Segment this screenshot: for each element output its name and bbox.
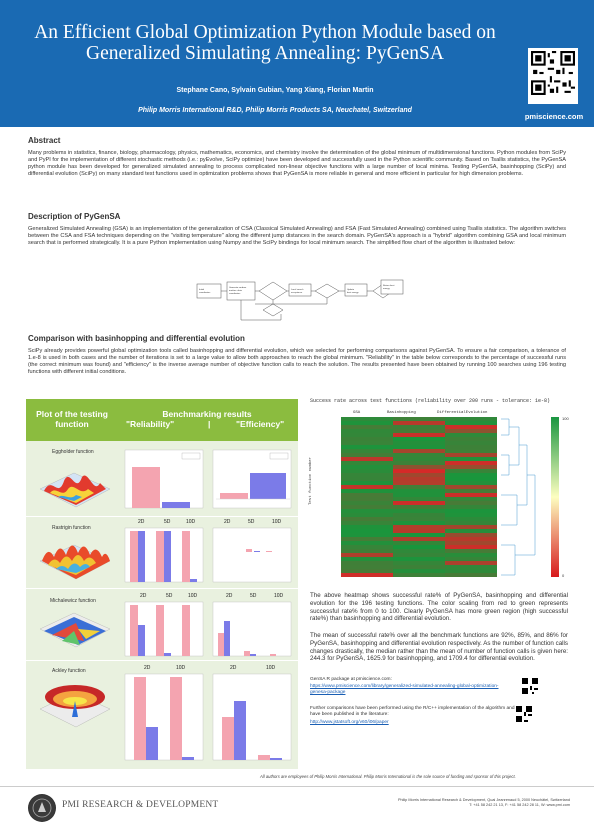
pmi-logo-icon — [28, 794, 56, 822]
heatmap-cell — [393, 433, 445, 437]
svg-text:Return best: Return best — [383, 285, 395, 287]
heatmap-cell — [393, 421, 445, 425]
heatmap-cell — [341, 529, 393, 533]
heatmap-cell — [393, 505, 445, 509]
heatmap-cell — [393, 533, 445, 537]
heatmap-cell — [393, 509, 445, 513]
heatmap-cells — [341, 417, 497, 577]
heatmap-color-scale — [551, 417, 559, 577]
heatmap-cell — [445, 553, 497, 557]
heatmap-cell — [341, 421, 393, 425]
mean-success-description: The mean of successful rate% over all the benchmark functions are 92%, 85%, and 86% for PyGenSA, basinhopping and differential evolution respectively. As the number of function calls changes drastically, the median rather than the mean of number of function calls is given here: 244.3 for PyGenSA, 1625.9 for basinhopping, and 1709.4 for differential evolution. — [310, 632, 568, 663]
rastrigin-surface-plot — [34, 529, 116, 587]
heatmap-cell — [445, 569, 497, 573]
heatmap-cell — [445, 465, 497, 469]
description-heading: Description of PyGenSA — [28, 212, 121, 221]
heatmap-cell — [341, 481, 393, 485]
pmi-address — [370, 798, 570, 808]
heatmap-cell — [393, 441, 445, 445]
ackley-rel-dim-10d: 10D — [176, 665, 186, 671]
rastrigin-eff-dim-5d: 5D — [248, 519, 255, 525]
r-package-link[interactable]: https://www.pmiscience.com/library/generalized-simulated-annealing-global-optimization-genesa-package — [310, 684, 499, 695]
separator: | — [208, 419, 211, 429]
heatmap-cell — [445, 429, 497, 433]
heatmap-cell — [393, 445, 445, 449]
heatmap-cell — [445, 493, 497, 497]
heatmap-cell — [393, 537, 445, 541]
affiliation: Philip Morris International R&D, Philip Morris Products SA, Neuchatel, Switzerland — [138, 107, 412, 114]
heatmap-cell — [393, 417, 445, 421]
heatmap-title: Success rate across test functions (reliability over 200 runs - tolerance: 1e-8) — [310, 398, 551, 404]
heatmap-cell — [393, 449, 445, 453]
michalewicz-eff-dim-10d: 10D — [274, 593, 284, 599]
site-url: pmiscience.com — [524, 112, 584, 121]
heatmap-cell — [341, 513, 393, 517]
heatmap-y-label: Test function number — [309, 456, 313, 505]
heatmap-cell — [445, 573, 497, 577]
heatmap-cell — [445, 469, 497, 473]
heatmap-cell — [393, 497, 445, 501]
heatmap-cell — [341, 461, 393, 465]
heatmap-cell — [445, 533, 497, 537]
col-plot-header: Plot of the testing function — [36, 409, 108, 429]
row-label-michalewicz: Michalewicz function — [50, 598, 96, 604]
heatmap-cell — [393, 553, 445, 557]
heatmap-cell — [341, 521, 393, 525]
r-package-qr-icon — [522, 678, 538, 694]
success-rate-heatmap — [305, 405, 575, 585]
heatmap-dendrogram — [501, 419, 535, 575]
paper-qr-icon — [516, 706, 532, 722]
heatmap-cell — [445, 501, 497, 505]
funding-note: All authors are employees of Philip Morris International. Philip Morris International is the sole source of funding and sponsor of this project. — [260, 774, 516, 779]
svg-text:Initial: Initial — [199, 289, 205, 291]
ackley-surface-plot — [34, 673, 116, 735]
heatmap-cell — [393, 501, 445, 505]
row-divider — [26, 660, 298, 661]
heatmap-cell — [445, 457, 497, 461]
heatmap-cell — [341, 417, 393, 421]
row-divider — [26, 588, 298, 589]
heatmap-cell — [445, 433, 497, 437]
heatmap-cell — [393, 453, 445, 457]
heatmap-cell — [341, 525, 393, 529]
heatmap-cell — [393, 481, 445, 485]
heatmap-description: The above heatmap shows successful rate% of PyGenSA, basinhopping and differential evolution for the 196 testing functions. The color scaling from red to green represents successful rate% from 0 to 100. Clearly PyGenSA has more green region (high successful rate%) than basinhopping and differential evolution. — [310, 592, 568, 623]
svg-text:best energy: best energy — [347, 292, 359, 294]
heatmap-cell — [341, 437, 393, 441]
heatmap-cell — [393, 493, 445, 497]
michalewicz-rel-dim-2d: 2D — [140, 593, 147, 599]
row-label-eggholder: Eggholder function — [52, 449, 94, 455]
heatmap-cell — [341, 485, 393, 489]
benchmark-table-header — [26, 399, 298, 441]
eggholder-efficiency-chart — [210, 447, 294, 513]
heatmap-cell — [341, 505, 393, 509]
jstatsoft-link[interactable]: http://www.jstatsoft.org/v60/i06/paper — [310, 720, 389, 725]
ackley-efficiency-chart — [210, 671, 294, 763]
heatmap-cell — [393, 477, 445, 481]
cpp-comparison-text: Further comparisons have been performed using the R/C++ implementation of the algorithm and have been published in the literature: — [310, 706, 515, 717]
heatmap-cell — [445, 505, 497, 509]
heatmap-cell — [341, 493, 393, 497]
heatmap-cell — [445, 557, 497, 561]
rastrigin-eff-dim-2d: 2D — [224, 519, 231, 525]
heatmap-cell — [341, 465, 393, 469]
r-package-label: GenSA R package at pmiscience.com: — [310, 677, 392, 682]
heatmap-cell — [341, 445, 393, 449]
heatmap-cell — [393, 489, 445, 493]
rastrigin-rel-dim-2d: 2D — [138, 519, 145, 525]
heatmap-cell — [445, 449, 497, 453]
address-line-2: T: +41 58 242 21 13, F: +41 58 242 28 11, W: www.pmi.com — [469, 803, 570, 807]
ackley-rel-dim-2d: 2D — [144, 665, 151, 671]
svg-text:markov chain: markov chain — [229, 290, 243, 292]
heatmap-cell — [445, 517, 497, 521]
heatmap-cell — [445, 509, 497, 513]
svg-text:Update: Update — [347, 289, 355, 291]
heatmap-cell — [445, 485, 497, 489]
heatmap-cell — [341, 457, 393, 461]
heatmap-cell — [393, 437, 445, 441]
col-results-header: Benchmarking results — [162, 409, 252, 419]
ackley-reliability-chart — [122, 671, 206, 763]
heatmap-cell — [341, 537, 393, 541]
svg-text:Local search: Local search — [291, 289, 304, 291]
heatmap-cell — [341, 449, 393, 453]
heatmap-cell — [341, 533, 393, 537]
rastrigin-reliability-chart — [122, 525, 206, 585]
heatmap-cell — [393, 549, 445, 553]
svg-text:acceptance: acceptance — [291, 292, 303, 294]
heatmap-cell — [341, 557, 393, 561]
heatmap-cell — [341, 501, 393, 505]
poster-title — [30, 22, 500, 64]
heatmap-cell — [393, 521, 445, 525]
heatmap-cell — [445, 481, 497, 485]
benchmark-table — [26, 399, 298, 769]
poster-header — [0, 0, 594, 127]
heatmap-cell — [393, 573, 445, 577]
heatmap-cell — [393, 461, 445, 465]
heatmap-cell — [341, 425, 393, 429]
heatmap-cell — [341, 509, 393, 513]
heatmap-cell — [445, 497, 497, 501]
heatmap-cell — [341, 549, 393, 553]
heatmap-cell — [393, 565, 445, 569]
heatmap-col-de: DifferentialEvolution — [437, 411, 488, 415]
heatmap-cell — [341, 573, 393, 577]
heatmap-cell — [445, 561, 497, 565]
michalewicz-rel-dim-5d: 5D — [166, 593, 173, 599]
heatmap-cell — [393, 517, 445, 521]
rastrigin-rel-dim-10d: 10D — [186, 519, 196, 525]
heatmap-col-gsa: GSA — [353, 411, 361, 415]
address-line-1: Philip Morris International Research & Development, Quai Jeanrenaud 5, 2000 Neuchâtel, Switzerland — [397, 798, 570, 802]
row-divider — [26, 516, 298, 517]
heatmap-cell — [445, 421, 497, 425]
svg-text:Generate random: Generate random — [229, 287, 247, 289]
heatmap-cell — [341, 477, 393, 481]
heatmap-cell — [341, 517, 393, 521]
abstract-heading: Abstract — [28, 136, 61, 145]
heatmap-col-bh: Basinhopping — [387, 411, 416, 415]
pmi-brand: PMI RESEARCH & DEVELOPMENT — [62, 800, 219, 810]
michalewicz-efficiency-chart — [210, 599, 294, 659]
rastrigin-rel-dim-5d: 5D — [164, 519, 171, 525]
heatmap-cell — [445, 453, 497, 457]
heatmap-cell — [445, 437, 497, 441]
michalewicz-eff-dim-2d: 2D — [226, 593, 233, 599]
heatmap-cell — [341, 469, 393, 473]
heatmap-cell — [341, 441, 393, 445]
heatmap-cell — [393, 429, 445, 433]
algorithm-flowchart — [195, 270, 405, 325]
heatmap-cell — [393, 469, 445, 473]
heatmap-cell — [341, 453, 393, 457]
svg-text:energy: energy — [383, 288, 390, 290]
heatmap-cell — [393, 425, 445, 429]
heatmap-cell — [393, 513, 445, 517]
heatmap-cell — [341, 569, 393, 573]
heatmap-cell — [393, 541, 445, 545]
heatmap-cell — [445, 541, 497, 545]
heatmap-cell — [393, 485, 445, 489]
description-text: Generalized Simulated Annealing (GSA) is an implementation of the generalization of CSA (Classical Simulated Annealing) and FSA (Fast Simulated Annealing) combined using Tsallis statistics. The algorithm switches between the CSA and FSA techniques depending on the "visiting temperature" along the different jump distances in the search domain. PyGenSA's approach is a "hybrid" algorithm combining GSA and local minimum search that is performed strategically. It is a pure Python implementation using Numpy and the SciPy bindings for local minimum search. The simplified flow chart of the algorithm is illustrated below: — [28, 226, 566, 246]
heatmap-cell — [393, 473, 445, 477]
michalewicz-surface-plot — [34, 601, 116, 659]
eggholder-surface-plot — [34, 455, 116, 515]
heatmap-cell — [341, 545, 393, 549]
efficiency-label: "Efficiency" — [236, 419, 285, 429]
ackley-eff-dim-10d: 10D — [266, 665, 276, 671]
heatmap-cell — [393, 457, 445, 461]
reliability-label: "Reliability" — [126, 419, 175, 429]
heatmap-cell — [393, 569, 445, 573]
scale-min-label: 0 — [562, 573, 565, 578]
heatmap-cell — [341, 489, 393, 493]
title-line-2: Generalized Simulating Annealing: PyGenSA — [86, 43, 444, 64]
michalewicz-reliability-chart — [122, 599, 206, 659]
svg-text:coordinates: coordinates — [199, 292, 211, 294]
heatmap-cell — [393, 529, 445, 533]
svg-text:coordinates: coordinates — [229, 293, 241, 295]
qr-code-icon — [528, 48, 578, 104]
heatmap-cell — [341, 561, 393, 565]
row-label-rastrigin: Rastrigin function — [52, 525, 91, 531]
comparison-text: SciPy already provides powerful global optimization tools called basinhopping and differential evolution, which we selected for performing comparisons against PyGenSA. To ensure a fair comparison, a tolerance of 1.e-8 is used in both cases and the number of iterations is set to a large value to allow both approaches to reach the global minimum. "Reliability" in the table below corresponds to the percentage of successful runs (the correct minimum was found) and "efficiency" is the inverse average number of objective function calls to reach the solution. The results presented have been obtained by running 100 searches using 196 testing functions with different initial conditions. — [28, 348, 566, 375]
comparison-heading: Comparison with basinhopping and differential evolution — [28, 334, 245, 343]
michalewicz-eff-dim-5d: 5D — [250, 593, 257, 599]
abstract-text: Many problems in statistics, finance, biology, pharmacology, physics, mathematics, economics, and chemistry involve the determination of the global minimum of multidimensional functions. Python modules from SciPy and PyPI for the implementation of different stochastic methods (i.e.: pyEvolve, SciPy optimize) have been developed and successfully used in the Python scientific community. Based on Tsallis statistics, the PyGenSA python module has been developed for generalized simulated annealing to process complicated non-linear objective functions with a large number of local minima. Testing PyGenSA, basinhopping (SciPy) and differential evolution (SciPy) on many standard test functions used in optimization problems shows that PyGenSA is more reliable in general and more efficient in particular for high dimension problems. — [28, 150, 566, 177]
rastrigin-efficiency-chart — [210, 525, 294, 585]
heatmap-cell — [445, 473, 497, 477]
heatmap-cell — [341, 429, 393, 433]
heatmap-cell — [445, 565, 497, 569]
michalewicz-rel-dim-10d: 10D — [188, 593, 198, 599]
title-line-1: An Efficient Global Optimization Python Module based on — [34, 22, 496, 43]
heatmap-cell — [341, 433, 393, 437]
heatmap-cell — [445, 489, 497, 493]
row-label-ackley: Ackley function — [52, 668, 86, 674]
heatmap-cell — [445, 417, 497, 421]
ackley-eff-dim-2d: 2D — [230, 665, 237, 671]
heatmap-cell — [445, 537, 497, 541]
heatmap-cell — [341, 497, 393, 501]
heatmap-cell — [445, 521, 497, 525]
heatmap-cell — [445, 441, 497, 445]
rastrigin-eff-dim-10d: 10D — [272, 519, 282, 525]
heatmap-cell — [393, 561, 445, 565]
heatmap-cell — [445, 513, 497, 517]
authors: Stephane Cano, Sylvain Gubian, Yang Xiang, Florian Martin — [176, 87, 374, 94]
heatmap-cell — [445, 445, 497, 449]
heatmap-cell — [341, 565, 393, 569]
eggholder-reliability-chart — [122, 447, 206, 513]
heatmap-cell — [445, 545, 497, 549]
heatmap-cell — [341, 553, 393, 557]
heatmap-cell — [393, 525, 445, 529]
scale-max-label: 100 — [562, 416, 569, 421]
heatmap-cell — [341, 473, 393, 477]
heatmap-cell — [445, 425, 497, 429]
heatmap-cell — [445, 549, 497, 553]
heatmap-cell — [445, 525, 497, 529]
heatmap-cell — [393, 557, 445, 561]
heatmap-cell — [445, 461, 497, 465]
heatmap-cell — [445, 529, 497, 533]
heatmap-cell — [393, 465, 445, 469]
heatmap-cell — [341, 541, 393, 545]
heatmap-cell — [393, 545, 445, 549]
heatmap-cell — [445, 477, 497, 481]
